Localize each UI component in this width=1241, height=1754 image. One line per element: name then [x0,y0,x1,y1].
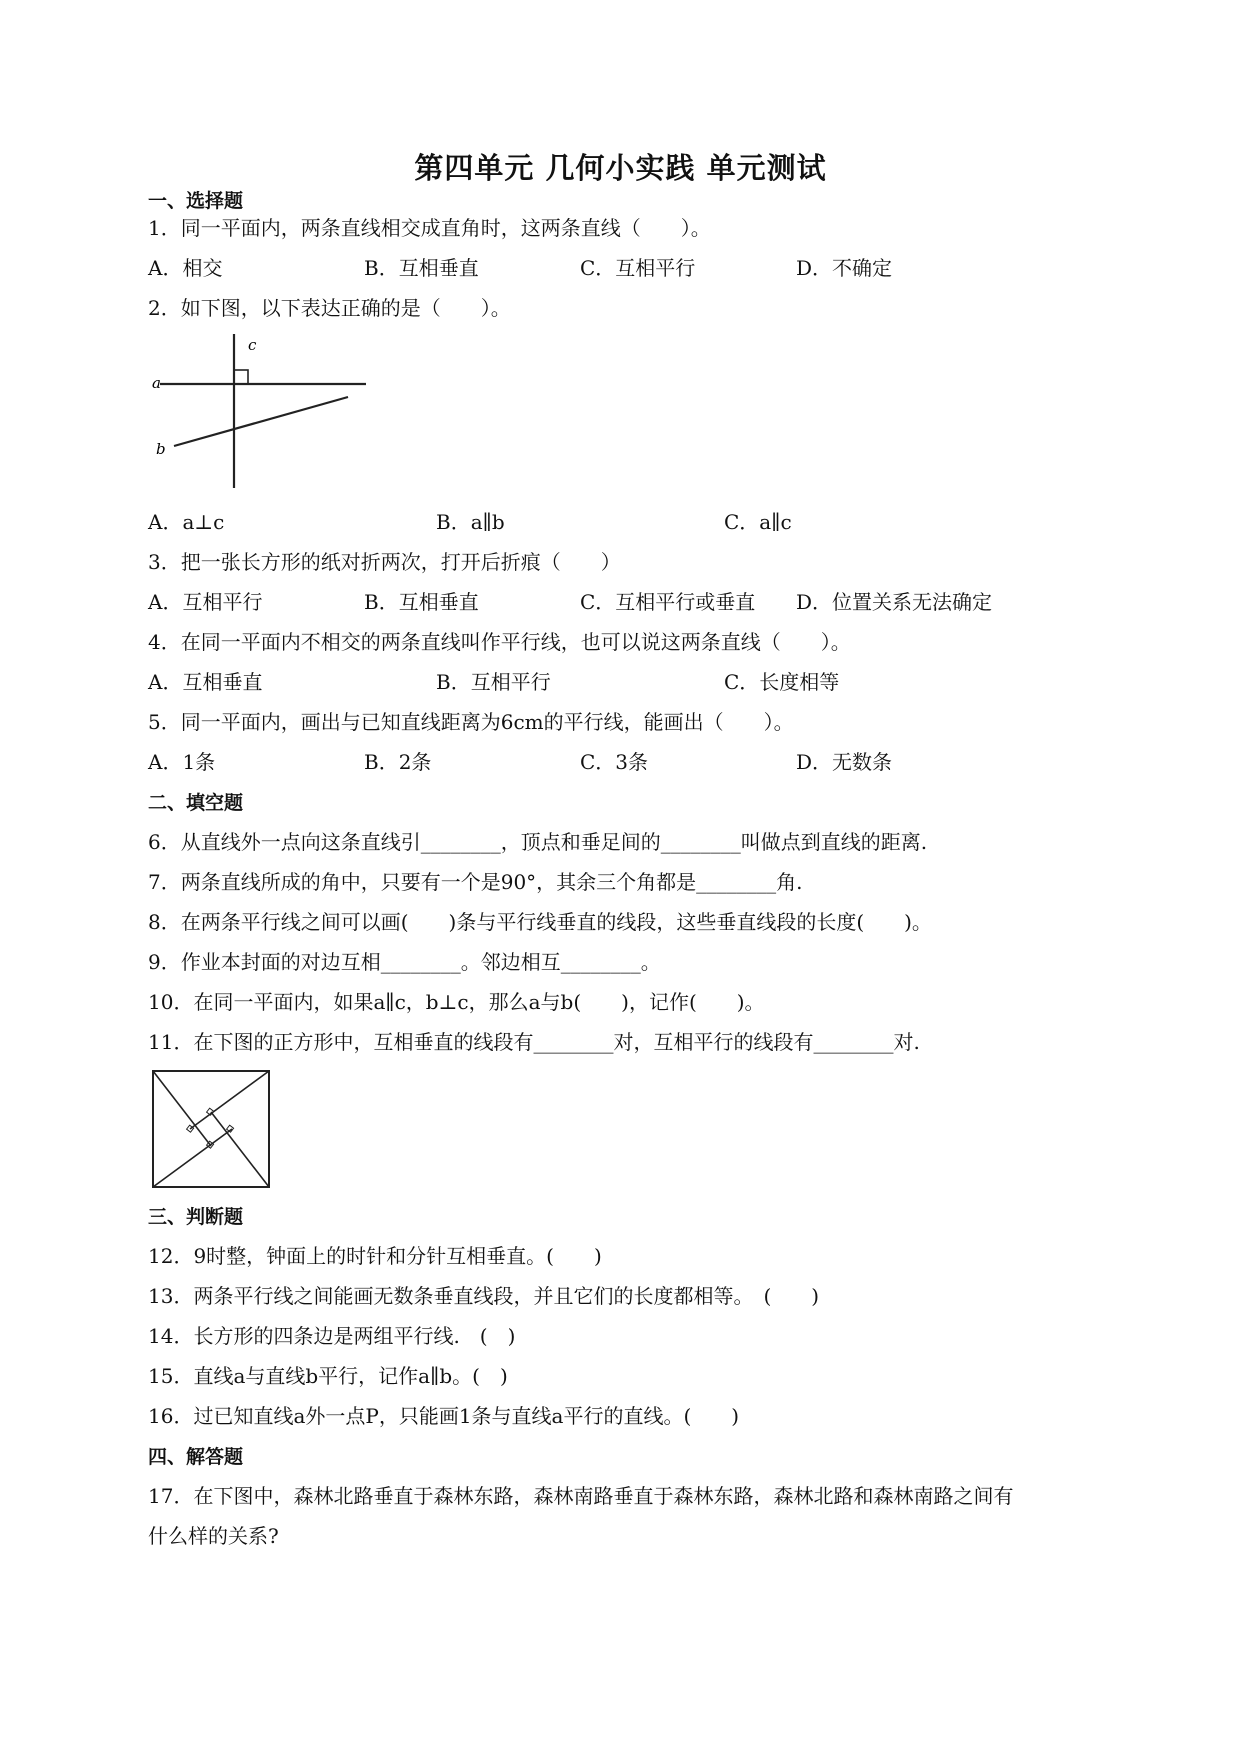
q1-option-a: A．相交 [148,256,223,280]
section-heading-true-false: 三、判断题 [148,1206,244,1228]
label-a: a [152,374,161,392]
question-16: 16．过已知直线a外一点P，只能画1条与直线a平行的直线。( ) [148,1404,740,1428]
q5-option-d: D．无数条 [796,750,893,774]
q3-option-d: D．位置关系无法确定 [796,590,993,614]
q1-option-c: C．互相平行 [580,256,696,280]
question-14: 14．长方形的四条边是两组平行线. ( ) [148,1324,516,1348]
q2-option-c: C．a∥c [724,510,792,534]
q5-option-a: A．1条 [148,750,216,774]
section-heading-fill-blank: 二、填空题 [148,792,244,814]
question-11: 11．在下图的正方形中，互相垂直的线段有________对，互相平行的线段有________对. [148,1030,920,1054]
question-8: 8．在两条平行线之间可以画( )条与平行线垂直的线段，这些垂直线段的长度( )。 [148,910,932,934]
label-c: c [248,336,257,354]
q3-option-c: C．互相平行或垂直 [580,590,756,614]
q4-option-b: B．互相平行 [436,670,551,694]
label-b: b [156,440,166,458]
q11-square-figure [148,1066,274,1192]
question-13: 13．两条平行线之间能画无数条垂直线段，并且它们的长度都相等。 ( ) [148,1284,820,1308]
q2-option-a: A．a⊥c [148,510,225,534]
question-17-line-2: 什么样的关系? [148,1524,279,1548]
question-15: 15．直线a与直线b平行，记作a∥b。( ) [148,1364,508,1388]
q3-option-a: A．互相平行 [148,590,263,614]
q4-option-c: C．长度相等 [724,670,840,694]
question-2: 2．如下图，以下表达正确的是（ ）。 [148,296,511,320]
q2-line-figure [148,330,378,500]
question-12: 12．9时整，钟面上的时针和分针互相垂直。( ) [148,1244,602,1268]
question-1: 1．同一平面内，两条直线相交成直角时，这两条直线（ ）。 [148,216,711,240]
q1-option-d: D．不确定 [796,256,893,280]
question-5: 5．同一平面内，画出与已知直线距离为6cm的平行线，能画出（ ）。 [148,710,794,734]
question-6: 6．从直线外一点向这条直线引________，顶点和垂足间的________叫做点到直线的距离. [148,830,928,854]
q4-option-a: A．互相垂直 [148,670,263,694]
question-17-line-1: 17．在下图中，森林北路垂直于森林东路，森林南路垂直于森林东路，森林北路和森林南路之间有 [148,1484,1014,1508]
section-heading-choice: 一、选择题 [148,190,244,212]
page-title: 第四单元 几何小实践 单元测试 [414,151,827,185]
question-7: 7．两条直线所成的角中，只要有一个是90°，其余三个角都是________角. [148,870,803,894]
q3-option-b: B．互相垂直 [364,590,479,614]
q1-option-b: B．互相垂直 [364,256,479,280]
section-heading-solve: 四、解答题 [148,1446,244,1468]
q2-option-b: B．a∥b [436,510,505,534]
q5-option-c: C．3条 [580,750,649,774]
q5-option-b: B．2条 [364,750,432,774]
question-10: 10．在同一平面内，如果a∥c，b⊥c，那么a与b( )，记作( )。 [148,990,765,1014]
question-4: 4．在同一平面内不相交的两条直线叫作平行线，也可以说这两条直线（ ）。 [148,630,851,654]
question-3: 3．把一张长方形的纸对折两次，打开后折痕（ ） [148,550,621,574]
question-9: 9．作业本封面的对边互相________。邻边相互________。 [148,950,661,974]
